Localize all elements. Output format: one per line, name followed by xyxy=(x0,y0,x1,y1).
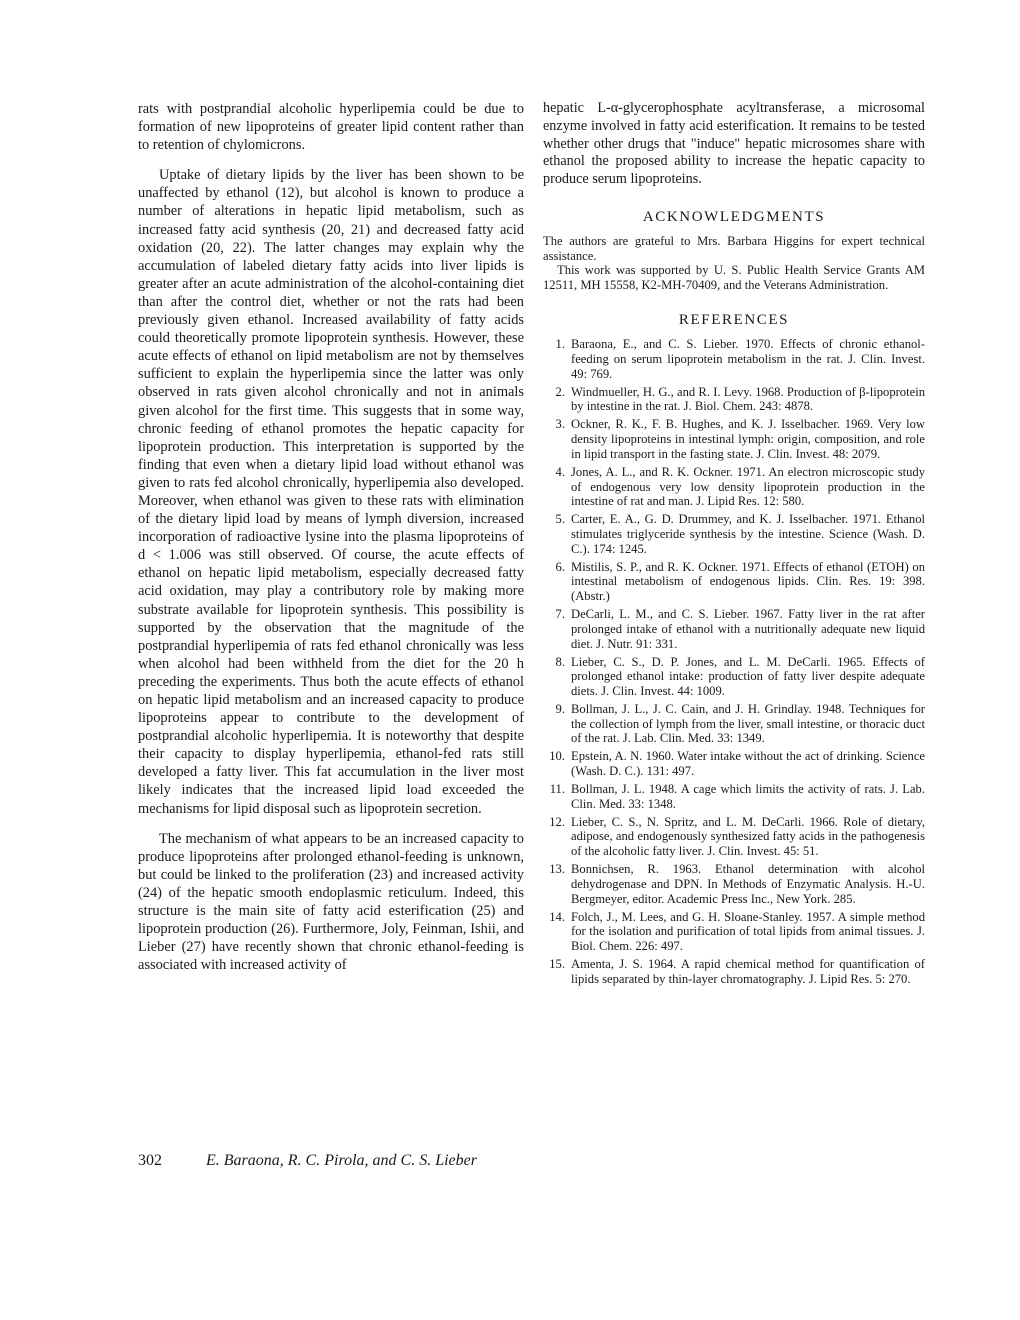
acknowledgment-paragraph: The authors are grateful to Mrs. Barbara Higgins for expert technical assistance. xyxy=(543,233,925,263)
reference-text: Lieber, C. S., N. Spritz, and L. M. DeCarli. 1966. Role of dietary, adipose, and endogenously synthesized fatty acids in the pathogenesis of the alcoholic fatty liver. J. Clin. Invest. 45: 51. xyxy=(571,814,925,859)
reference-number: 3. xyxy=(555,417,565,432)
references-list xyxy=(543,337,925,986)
reference-number: 2. xyxy=(555,384,565,399)
reference-item xyxy=(543,417,925,461)
reference-number: 4. xyxy=(555,464,565,479)
reference-number: 7. xyxy=(555,607,565,622)
reference-number: 1. xyxy=(555,337,565,352)
reference-number: 11. xyxy=(549,782,565,797)
reference-item xyxy=(543,465,925,509)
reference-text: Folch, J., M. Lees, and G. H. Sloane-Stanley. 1957. A simple method for the isolation and purification of total lipids from animal tissues. J. Biol. Chem. 226: 497. xyxy=(571,909,925,953)
page-footer xyxy=(138,1152,477,1170)
reference-item xyxy=(543,862,925,906)
reference-text: Ockner, R. K., F. B. Hughes, and K. J. Isselbacher. 1969. Very low density lipoproteins in intestinal lymph: origin, composition, and role in lipid transport in the fasting state. J. Clin. Invest. 48: 2079. xyxy=(571,417,925,461)
reference-text: Carter, E. A., G. D. Drummey, and K. J. Isselbacher. 1971. Ethanol stimulates triglyceride synthesis by the intestine. Science (Wash. D. C.). 174: 1245. xyxy=(571,512,925,556)
reference-number: 14. xyxy=(549,909,565,924)
body-paragraph: The mechanism of what appears to be an increased capacity to produce lipoproteins after prolonged ethanol-feeding is unknown, but could be linked to the proliferation (23) and increased activity (24) of the hepatic smooth endoplasmic reticulum. Indeed, this structure is the main site of fatty acid esterification (25) and lipoprotein production (26). Furthermore, Joly, Feinman, Ishii, and Lieber (27) have recently shown that chronic ethanol-feeding is associated with increased activity of xyxy=(138,830,524,974)
body-paragraph: hepatic L-α-glycerophosphate acyltransferase, a microsomal enzyme involved in fatty acid esterification. It remains to be tested whether other drugs that "induce" hepatic microsomes share with ethanol the proposed ability to increase the hepatic capacity to produce serum lipoproteins. xyxy=(543,100,925,188)
acknowledgment-paragraph: This work was supported by U. S. Public Health Service Grants AM 12511, MH 15558, K2-MH-70409, and the Veterans Administration. xyxy=(543,263,925,292)
reference-number: 15. xyxy=(549,956,565,971)
reference-item xyxy=(543,560,925,604)
reference-item xyxy=(543,749,925,778)
reference-text: Jones, A. L., and R. K. Ockner. 1971. An electron microscopic study of endogenous very low density lipoprotein production in the intestine of rat and man. J. Lipid Res. 12: 580. xyxy=(571,464,925,509)
reference-number: 9. xyxy=(555,701,565,716)
reference-text: Windmueller, H. G., and R. I. Levy. 1968. Production of β-lipoprotein by intestine in the rat. J. Biol. Chem. 243: 4878. xyxy=(571,384,925,414)
reference-text: Lieber, C. S., D. P. Jones, and L. M. DeCarli. 1965. Effects of prolonged ethanol intake: production of fatty liver despite adequate diets. J. Clin. Invest. 44: 1009. xyxy=(571,654,925,698)
reference-text: Bollman, J. L. 1948. A cage which limits the activity of rats. J. Lab. Clin. Med. 33: 1348. xyxy=(571,782,925,811)
reference-item xyxy=(543,910,925,954)
reference-text: Bollman, J. L., J. C. Cain, and J. H. Grindlay. 1948. Techniques for the collection of lymph from the liver, small intestine, or thoracic duct of the rat. J. Lab. Clin. Med. 33: 1349. xyxy=(571,701,925,746)
reference-text: Epstein, A. N. 1960. Water intake without the act of drinking. Science (Wash. D. C.). 131: 497. xyxy=(571,749,925,779)
reference-item xyxy=(543,702,925,746)
acknowledgments-section xyxy=(543,234,925,292)
page-number: 302 xyxy=(138,1152,162,1169)
body-paragraph: Uptake of dietary lipids by the liver has been shown to be unaffected by ethanol (12), but alcohol is known to produce a number of alterations in hepatic lipid metabolism, such as increased fatty acid synthesis (20, 21) and decreased fatty acid oxidation (20, 22). The latter changes may explain why the accumulation of labeled dietary fatty acids into liver lipids is greater after an acute administration of the alcohol-containing diet than after the control diet, whether or not the rats had been previously given ethanol. Increased availability of fatty acids could theoretically promote lipoprotein synthesis. However, these acute effects of ethanol on lipid metabolism are not by themselves sufficient to explain the hyperlipemia since the latter was only observed in rats given alcohol chronically and not in animals given alcohol for the first time. This suggests that in some way, chronic feeding of ethanol promotes the hepatic capacity for lipoprotein production. This interpretation is supported by the finding that even when a dietary lipid load without ethanol was given to rats fed alcohol chronically, hyperlipemia also developed. Moreover, when ethanol was given to these rats with elimination of the dietary lipid load by means of lymph diversion, increased incorporation of radioactive lysine into the plasma lipoproteins of d < 1.006 was still observed. Of course, the acute effects of ethanol on hepatic lipid metabolism, especially decreased fatty acid oxidation, may play a contributory role by making more substrate available for lipoprotein synthesis. This possibility is supported by the observation that the magnitude of the postprandial hyperlipemia of rats fed ethanol chronically was less when alcohol had been withheld from the diet for the 20 h preceding the experiments. Thus both the acute effects of ethanol on hepatic lipid metabolism and an increased capacity to produce lipoproteins appear to contribute to the development of postprandial alcoholic hyperlipemia. It is noteworthy that despite their capacity to display hyperlipemia, ethanol-fed rats still developed a fatty liver. This fat accumulation in the liver most likely indicates that the increased lipid load exceeded the mechanisms for lipid disposal such as lipoprotein secretion. xyxy=(138,167,524,817)
reference-item xyxy=(543,512,925,556)
reference-number: 6. xyxy=(555,559,565,574)
running-authors: E. Baraona, R. C. Pirola, and C. S. Lieber xyxy=(206,1152,477,1169)
reference-number: 10. xyxy=(549,749,565,764)
references-heading: REFERENCES xyxy=(678,312,790,329)
body-paragraph: rats with postprandial alcoholic hyperlipemia could be due to formation of new lipoproteins of greater lipid content rather than to retention of chylomicrons. xyxy=(138,101,524,154)
reference-number: 13. xyxy=(549,862,565,877)
reference-item xyxy=(543,337,925,381)
acknowledgments-heading: ACKNOWLEDGMENTS xyxy=(642,208,826,225)
left-column xyxy=(138,100,524,986)
reference-text: Baraona, E., and C. S. Lieber. 1970. Effects of chronic ethanol-feeding on serum lipoprotein metabolism in the rat. J. Clin. Invest. 49: 769. xyxy=(571,337,925,381)
reference-number: 5. xyxy=(555,512,565,527)
reference-text: Bonnichsen, R. 1963. Ethanol determination with alcohol dehydrogenase and DPN. In Methods of Enzymatic Analysis. H.-U. Bergmeyer, editor. Academic Press Inc., New York. 285. xyxy=(571,862,925,906)
reference-text: Amenta, J. S. 1964. A rapid chemical method for quantification of lipids separated by thin-layer chromatography. J. Lipid Res. 5: 270. xyxy=(571,956,925,986)
reference-number: 12. xyxy=(549,814,565,829)
reference-item xyxy=(543,957,925,986)
reference-item xyxy=(543,655,925,699)
right-column xyxy=(543,100,925,990)
reference-item xyxy=(543,385,925,414)
reference-item xyxy=(543,607,925,651)
reference-item xyxy=(543,815,925,859)
reference-number: 8. xyxy=(555,654,565,669)
reference-text: Mistilis, S. P., and R. K. Ockner. 1971. Effects of ethanol (ETOH) on intestinal metabolism of endogenous lipids. Clin. Res. 19: 398. (Abstr.) xyxy=(571,559,925,604)
reference-item xyxy=(543,782,925,811)
reference-text: DeCarli, L. M., and C. S. Lieber. 1967. Fatty liver in the rat after prolonged intake of ethanol with a nutritionally adequate new liquid diet. J. Nutr. 91: 331. xyxy=(571,607,925,651)
